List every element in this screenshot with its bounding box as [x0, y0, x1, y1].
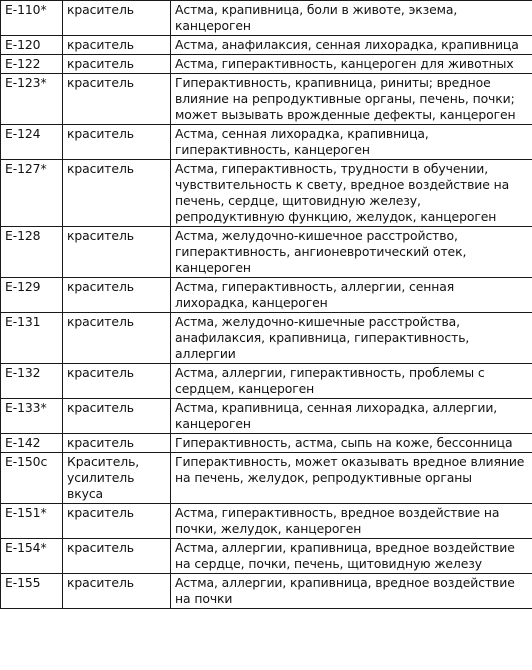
additive-type: краситель: [63, 574, 171, 609]
additive-effects: Астма, крапивница, сенная лихорадка, аллергии, канцероген: [171, 399, 532, 434]
table-row: [1, 55, 532, 74]
additive-code: E-127*: [1, 160, 63, 227]
table-row: [1, 313, 532, 364]
additive-type: краситель: [63, 539, 171, 574]
additive-code: E-120: [1, 36, 63, 55]
additive-type: краситель: [63, 125, 171, 160]
additive-code: E-150c: [1, 453, 63, 504]
additive-effects: Астма, гиперактивность, аллергии, сенная лихорадка, канцероген: [171, 278, 532, 313]
table-row: [1, 434, 532, 453]
additive-code: E-110*: [1, 1, 63, 36]
additive-code: E-155: [1, 574, 63, 609]
additive-code: E-154*: [1, 539, 63, 574]
additive-type: краситель: [63, 160, 171, 227]
additive-effects: Астма, анафилаксия, сенная лихорадка, крапивница: [171, 36, 532, 55]
additive-effects: Астма, аллергии, гиперактивность, проблемы с сердцем, канцероген: [171, 364, 532, 399]
additive-effects: Астма, аллергии, крапивница, вредное воздействие на сердце, почки, печень, щитовидную железу: [171, 539, 532, 574]
additive-code: E-128: [1, 227, 63, 278]
additive-type: краситель: [63, 1, 171, 36]
additive-type: краситель: [63, 399, 171, 434]
additive-effects: Гиперактивность, крапивница, риниты; вредное влияние на репродуктивные органы, печень, почки; может вызывать врожденные дефекты, канцероген: [171, 74, 532, 125]
additive-type: краситель: [63, 278, 171, 313]
additive-type: Краситель, усилитель вкуса: [63, 453, 171, 504]
table-row: [1, 278, 532, 313]
additive-type: краситель: [63, 74, 171, 125]
additive-effects: Гиперактивность, может оказывать вредное влияние на печень, желудок, репродуктивные органы: [171, 453, 532, 504]
additive-effects: Астма, желудочно-кишечное расстройство, гиперактивность, ангионевротический отек, канцероген: [171, 227, 532, 278]
additive-effects: Гиперактивность, астма, сыпь на коже, бессонница: [171, 434, 532, 453]
additive-code: E-123*: [1, 74, 63, 125]
table-row: [1, 227, 532, 278]
additive-effects: Астма, сенная лихорадка, крапивница, гиперактивность, канцероген: [171, 125, 532, 160]
additive-code: E-122: [1, 55, 63, 74]
additive-type: краситель: [63, 227, 171, 278]
table-row: [1, 574, 532, 609]
table-row: [1, 399, 532, 434]
additive-effects: Астма, аллергии, крапивница, вредное воздействие на почки: [171, 574, 532, 609]
table-row: [1, 74, 532, 125]
additive-type: краситель: [63, 434, 171, 453]
additive-type: краситель: [63, 36, 171, 55]
table-row: [1, 125, 532, 160]
table-row: [1, 539, 532, 574]
additive-code: E-132: [1, 364, 63, 399]
additive-type: краситель: [63, 364, 171, 399]
additive-effects: Астма, гиперактивность, трудности в обучении, чувствительность к свету, вредное воздействие на печень, сердце, щитовидную железу, репродуктивную функцию, желудок, канцероген: [171, 160, 532, 227]
table-row: [1, 453, 532, 504]
additive-code: E-131: [1, 313, 63, 364]
additive-effects: Астма, желудочно-кишечные расстройства, анафилаксия, крапивница, гиперактивность, аллергии: [171, 313, 532, 364]
additive-effects: Астма, гиперактивность, канцероген для животных: [171, 55, 532, 74]
additive-type: краситель: [63, 313, 171, 364]
additive-type: краситель: [63, 55, 171, 74]
table-row: [1, 1, 532, 36]
additive-type: краситель: [63, 504, 171, 539]
table-row: [1, 504, 532, 539]
additive-code: E-142: [1, 434, 63, 453]
additive-code: E-129: [1, 278, 63, 313]
additive-code: E-133*: [1, 399, 63, 434]
additive-effects: Астма, гиперактивность, вредное воздействие на почки, желудок, канцероген: [171, 504, 532, 539]
additive-effects: Астма, крапивница, боли в животе, экзема, канцероген: [171, 1, 532, 36]
table-row: [1, 160, 532, 227]
additive-code: E-151*: [1, 504, 63, 539]
table-row: [1, 36, 532, 55]
table-row: [1, 364, 532, 399]
additive-code: E-124: [1, 125, 63, 160]
